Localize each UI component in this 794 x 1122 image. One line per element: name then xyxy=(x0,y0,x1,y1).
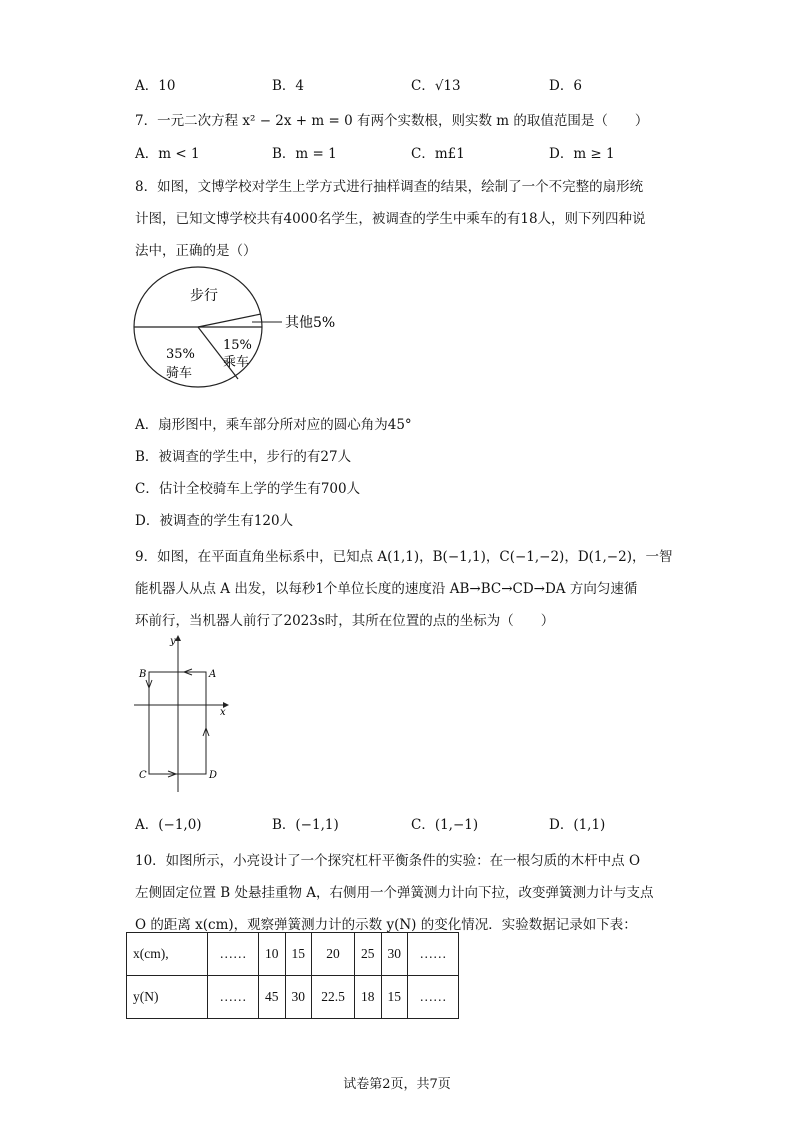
q6-option-a[interactable]: A．10 xyxy=(135,78,176,94)
table-cell: …… xyxy=(408,976,459,1019)
point-a-label: A xyxy=(209,669,217,680)
q8-stem-line3: 法中，正确的是（） xyxy=(135,243,257,259)
q8-option-c[interactable]: C．估计全校骑车上学的学生有700人 xyxy=(135,481,361,497)
table-cell: …… xyxy=(408,933,459,976)
pie-label-other: 其他5% xyxy=(285,315,336,331)
pie-label-bike: 骑车 xyxy=(166,366,193,381)
q6-option-b[interactable]: B．4 xyxy=(272,78,305,94)
table-cell: 20 xyxy=(312,933,355,976)
point-d-label: D xyxy=(209,770,218,781)
q9-option-d[interactable]: D．(1,1) xyxy=(549,817,606,833)
table-cell: 30 xyxy=(285,976,312,1019)
table-cell: 15 xyxy=(381,976,408,1019)
q8-stem-line1: 8．如图，文博学校对学生上学方式进行抽样调查的结果，绘制了一个不完整的扇形统 xyxy=(135,179,644,195)
q7-option-d[interactable]: D．m ≥ 1 xyxy=(549,146,615,162)
q9-option-c[interactable]: C．(1,−1) xyxy=(411,817,479,833)
q9-option-b[interactable]: B．(−1,1) xyxy=(272,817,339,833)
pie-chart-figure xyxy=(130,265,360,395)
table-cell: 22.5 xyxy=(312,976,355,1019)
q7-option-a[interactable]: A．m < 1 xyxy=(135,146,200,162)
q10-stem-line3: O 的距离 x(cm)，观察弹簧测力计的示数 y(N) 的变化情况．实验数据记录如下表： xyxy=(135,917,637,933)
table-cell: 45 xyxy=(259,976,286,1019)
experiment-data-table xyxy=(126,932,459,1019)
q9-stem-line1: 9．如图，在平面直角坐标系中，已知点 A(1,1)，B(−1,1)，C(−1,−2)，D(1,−2)，一智 xyxy=(135,549,673,565)
q6-option-c[interactable]: C．√13 xyxy=(411,78,461,94)
table-cell: 25 xyxy=(355,933,382,976)
q8-option-d[interactable]: D．被调查的学生有120人 xyxy=(135,513,294,529)
table-cell: 18 xyxy=(355,976,382,1019)
q9-stem-line3: 环前行，当机器人前行了2023s时，其所在位置的点的坐标为（ ） xyxy=(135,613,555,629)
x-axis-label: x xyxy=(220,707,226,718)
table-row xyxy=(127,976,459,1019)
table-cell: x(cm), xyxy=(127,933,208,976)
table-cell: 10 xyxy=(259,933,286,976)
table-cell: …… xyxy=(208,933,259,976)
q7-stem: 7．一元二次方程 x² − 2x + m = 0 有两个实数根，则实数 m 的取值范围是（ ） xyxy=(135,113,649,129)
q8-option-b[interactable]: B．被调查的学生中，步行的有27人 xyxy=(135,449,352,465)
q7-option-b[interactable]: B．m = 1 xyxy=(272,146,337,162)
point-b-label: B xyxy=(139,669,147,680)
q9-option-a[interactable]: A．(−1,0) xyxy=(135,817,202,833)
q7-option-c[interactable]: C．m£1 xyxy=(411,146,465,162)
point-c-label: C xyxy=(139,770,147,781)
y-axis-label: y xyxy=(170,636,176,647)
pie-label-bus: 乘车 xyxy=(223,355,250,370)
q9-stem-line2: 能机器人从点 A 出发，以每秒1个单位长度的速度沿 AB→BC→CD→DA 方向匀速循 xyxy=(135,581,638,597)
pie-label-walk: 步行 xyxy=(190,288,218,304)
table-row xyxy=(127,933,459,976)
q10-stem-line1: 10．如图所示，小亮设计了一个探究杠杆平衡条件的实验：在一根匀质的木杆中点 O xyxy=(135,853,641,869)
table-cell: 30 xyxy=(381,933,408,976)
pie-label-bus-pct: 15% xyxy=(223,338,252,353)
table-cell: y(N) xyxy=(127,976,208,1019)
q8-stem-line2: 计图，已知文博学校共有4000名学生，被调查的学生中乘车的有18人，则下列四种说 xyxy=(135,211,646,227)
coordinate-figure xyxy=(128,632,238,797)
q6-option-d[interactable]: D．6 xyxy=(549,78,582,94)
table-cell: 15 xyxy=(285,933,312,976)
q10-stem-line2: 左侧固定位置 B 处悬挂重物 A，右侧用一个弹簧测力计向下拉，改变弹簧测力计与支点 xyxy=(135,885,654,901)
page-footer: 试卷第2页，共7页 xyxy=(343,1077,451,1092)
pie-label-bike-pct: 35% xyxy=(166,347,195,362)
q8-option-a[interactable]: A．扇形图中，乘车部分所对应的圆心角为45° xyxy=(135,417,412,433)
table-cell: …… xyxy=(208,976,259,1019)
